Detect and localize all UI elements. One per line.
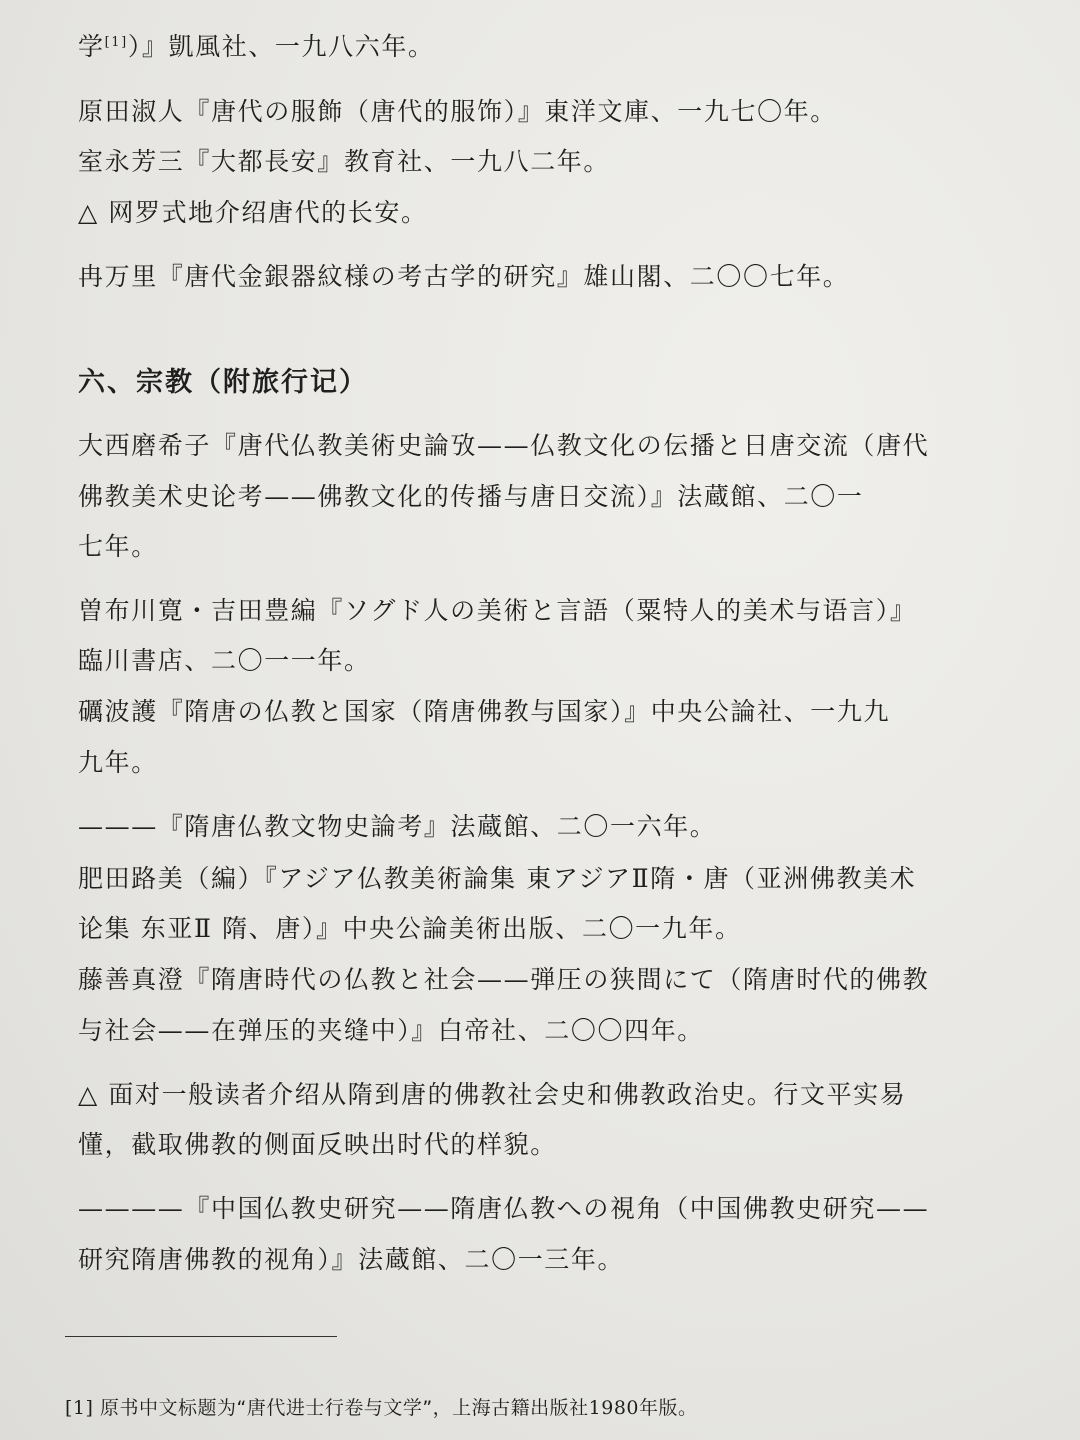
annotation-line: △ 面对一般读者介绍从隋到唐的佛教社会史和佛教政治史。行文平实易	[78, 1080, 907, 1109]
entry-line: 七年。	[78, 532, 158, 561]
footnote-publisher: 上海古籍出版社1980年版。	[452, 1397, 698, 1419]
entry-line: 藤善真澄『隋唐時代の仏教と社会——弾圧の狭間にて（隋唐时代的佛教	[78, 965, 930, 994]
entry-line: 大西磨希子『唐代仏教美術史論攷——仏教文化の伝播と日唐交流（唐代	[78, 431, 930, 460]
text-line: 原田淑人『唐代の服飾（唐代的服饰）』東洋文庫、一九七〇年。	[78, 97, 837, 126]
entry-line: 曽布川寛・吉田豊編『ソグド人の美術と言語（粟特人的美术与语言）』	[78, 596, 917, 625]
footnote	[65, 1396, 698, 1420]
footnote-marker: [1]	[65, 1397, 94, 1419]
footnote-title: 原书中文标题为“唐代进士行卷与文学”，	[99, 1397, 453, 1419]
entry-line: 研究隋唐佛教的视角）』法蔵館、二〇一三年。	[78, 1245, 625, 1274]
annotation-line: △ 网罗式地介绍唐代的长安。	[78, 198, 428, 227]
entry-line: 肥田路美（編）『アジア仏教美術論集 東アジアⅡ隋・唐（亚洲佛教美术	[78, 864, 917, 893]
footnote-ref: [1]	[104, 35, 128, 50]
section-heading: 六、宗教（附旅行记）	[78, 367, 368, 398]
entry-line: 论集 东亚Ⅱ 隋、唐）』中央公論美術出版、二〇一九年。	[78, 914, 742, 943]
text-line: 冉万里『唐代金銀器紋様の考古学的研究』雄山閣、二〇〇七年。	[78, 262, 850, 291]
footnote-divider	[65, 1336, 337, 1337]
text-line: 学[1]）』凱風社、一九八六年。	[78, 32, 435, 61]
entry-line: 九年。	[78, 748, 158, 777]
annotation-line: 懂，截取佛教的侧面反映出时代的样貌。	[78, 1130, 557, 1159]
entry-line: 与社会——在弹压的夹缝中）』白帝社、二〇〇四年。	[78, 1016, 704, 1045]
text-line: 室永芳三『大都長安』教育社、一九八二年。	[78, 147, 611, 176]
entry-line: 礪波護『隋唐の仏教と国家（隋唐佛教与国家）』中央公論社、一九九	[78, 697, 891, 726]
entry-line: 臨川書店、二〇一一年。	[78, 646, 371, 675]
entry-line: ————『中国仏教史研究——隋唐仏教への視角（中国佛教史研究——	[78, 1194, 930, 1223]
entry-line: 佛教美术史论考——佛教文化的传播与唐日交流）』法蔵館、二〇一	[78, 482, 864, 511]
entry-line: ———『隋唐仏教文物史論考』法蔵館、二〇一六年。	[78, 812, 717, 841]
